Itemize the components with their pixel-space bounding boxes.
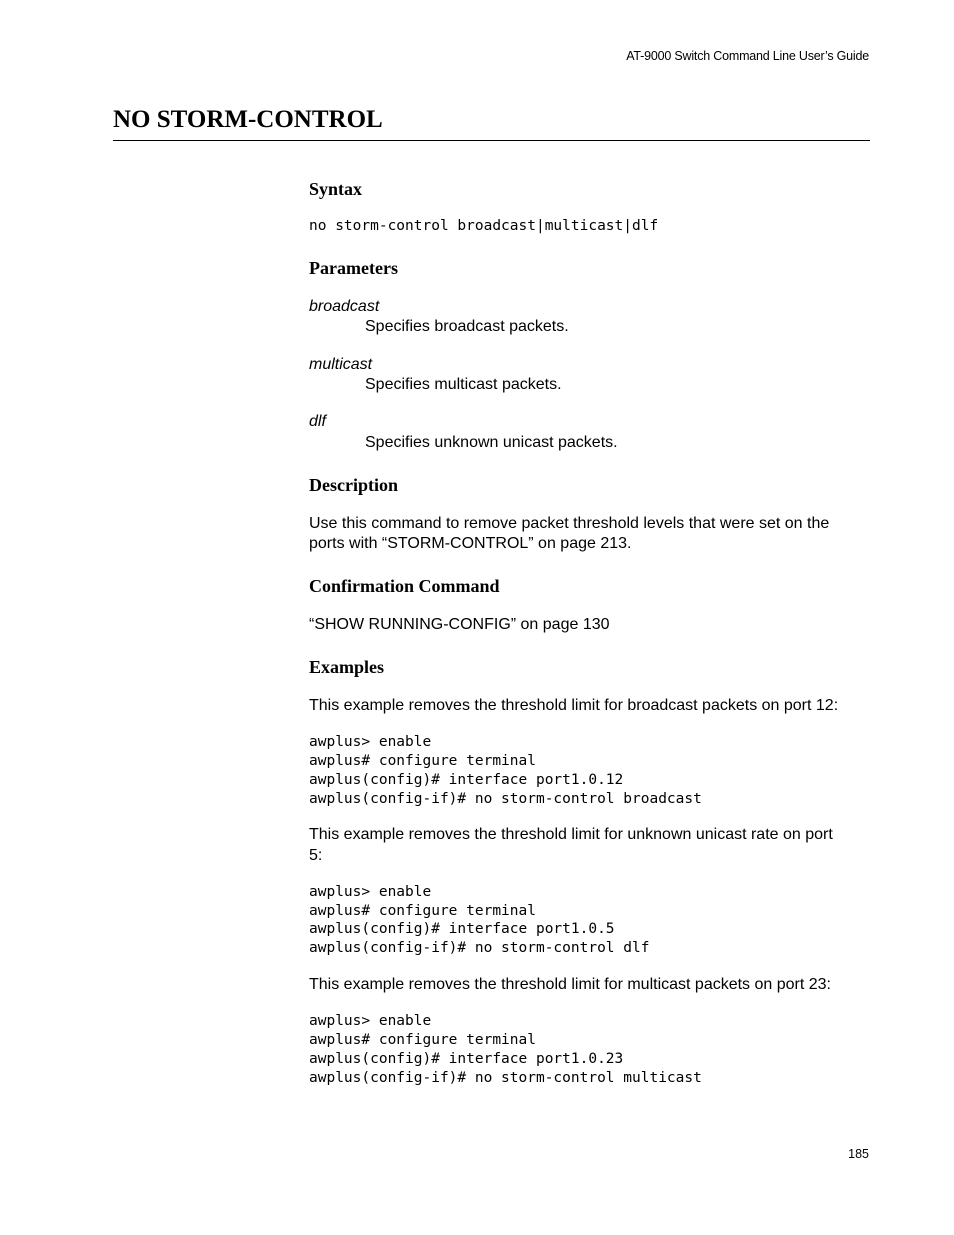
syntax-heading: Syntax [309, 179, 363, 199]
syntax-code: no storm-control broadcast|multicast|dlf [309, 218, 659, 234]
page-title: NO STORM-CONTROL [113, 106, 383, 133]
example-2-intro-line-2: 5: [309, 847, 323, 864]
param-def-dlf: Specifies unknown unicast packets. [365, 434, 618, 451]
parameters-heading: Parameters [309, 258, 398, 278]
example-1-intro: This example removes the threshold limit for broadcast packets on port 12: [309, 697, 839, 714]
example-1-code-line: awplus(config-if)# no storm-control broadcast [309, 791, 702, 807]
example-3-code-line: awplus> enable [309, 1013, 432, 1029]
example-3-code-line: awplus(config-if)# no storm-control multicast [309, 1070, 702, 1086]
example-2-code-line: awplus> enable [309, 884, 432, 900]
description-heading: Description [309, 475, 398, 495]
page-number: 185 [848, 1147, 869, 1161]
description-line-2: ports with “STORM-CONTROL” on page 213. [309, 535, 632, 552]
example-2-code-line: awplus(config-if)# no storm-control dlf [309, 940, 650, 956]
example-2-code-line: awplus# configure terminal [309, 903, 536, 919]
param-def-broadcast: Specifies broadcast packets. [365, 318, 569, 335]
example-2-intro-line-1: This example removes the threshold limit for unknown unicast rate on port [309, 826, 833, 843]
param-term-broadcast: broadcast [309, 298, 380, 315]
example-1-code-line: awplus# configure terminal [309, 753, 536, 769]
param-def-multicast: Specifies multicast packets. [365, 376, 562, 393]
example-3-code-line: awplus(config)# interface port1.0.23 [309, 1051, 624, 1067]
example-2-code-line: awplus(config)# interface port1.0.5 [309, 921, 615, 937]
example-3-code-line: awplus# configure terminal [309, 1032, 536, 1048]
description-line-1: Use this command to remove packet threshold levels that were set on the [309, 515, 830, 532]
param-term-multicast: multicast [309, 356, 373, 373]
example-3-intro: This example removes the threshold limit for multicast packets on port 23: [309, 976, 831, 993]
title-rule [113, 140, 870, 141]
example-1-code-line: awplus> enable [309, 734, 432, 750]
confirmation-text: “SHOW RUNNING-CONFIG” on page 130 [309, 616, 610, 633]
examples-heading: Examples [309, 657, 385, 677]
running-header: AT-9000 Switch Command Line User’s Guide [626, 49, 869, 63]
param-term-dlf: dlf [309, 413, 326, 430]
confirmation-heading: Confirmation Command [309, 576, 500, 596]
example-1-code-line: awplus(config)# interface port1.0.12 [309, 772, 624, 788]
